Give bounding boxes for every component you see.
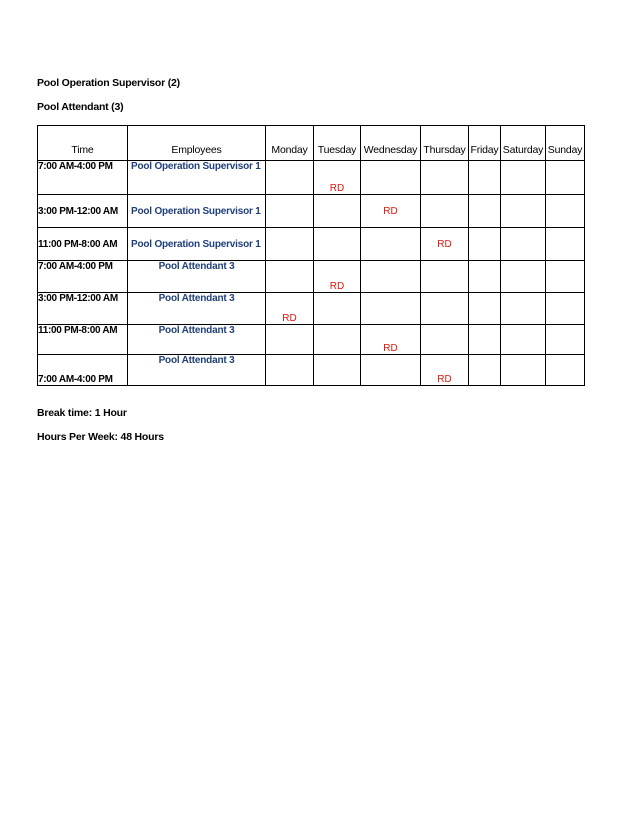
day-cell [546, 195, 585, 228]
day-cell [546, 293, 585, 325]
table-row [38, 293, 585, 325]
table-row [38, 161, 585, 195]
table-row [38, 228, 585, 261]
day-cell [421, 195, 469, 228]
day-cell [501, 261, 546, 293]
day-cell [361, 228, 421, 261]
day-cell: RD [314, 261, 361, 293]
day-cell [421, 161, 469, 195]
table-row [38, 195, 585, 228]
day-cell [546, 261, 585, 293]
day-cell [501, 161, 546, 195]
day-cell [361, 161, 421, 195]
employee-cell: Pool Operation Supervisor 1 [128, 161, 266, 195]
day-cell [361, 355, 421, 386]
day-cell: RD [421, 355, 469, 386]
schedule-table [37, 125, 585, 386]
day-cell [501, 325, 546, 355]
employee-cell: Pool Attendant 3 [128, 293, 266, 325]
day-cell [266, 161, 314, 195]
day-cell [314, 195, 361, 228]
day-cell [361, 261, 421, 293]
break-time-note: Break time: 1 Hour [37, 407, 127, 419]
day-cell [501, 293, 546, 325]
day-cell [266, 261, 314, 293]
day-cell [469, 325, 501, 355]
day-cell [314, 325, 361, 355]
col-header-saturday: Saturday [501, 126, 546, 161]
day-cell [546, 228, 585, 261]
col-header-sunday: Sunday [546, 126, 585, 161]
col-header-friday: Friday [469, 126, 501, 161]
day-cell [361, 293, 421, 325]
day-cell [501, 355, 546, 386]
supervisor-heading: Pool Operation Supervisor (2) [37, 77, 180, 89]
table-row [38, 325, 585, 355]
col-header-monday: Monday [266, 126, 314, 161]
day-cell [266, 325, 314, 355]
time-cell: 3:00 PM-12:00 AM [38, 293, 128, 325]
day-cell [421, 325, 469, 355]
day-cell [421, 293, 469, 325]
table-row [38, 355, 585, 386]
employee-cell: Pool Operation Supervisor 1 [128, 228, 266, 261]
day-cell [421, 261, 469, 293]
day-cell [266, 228, 314, 261]
time-cell: 7:00 AM-4:00 PM [38, 261, 128, 293]
day-cell: RD [361, 195, 421, 228]
table-row [38, 261, 585, 293]
time-cell: 11:00 PM-8:00 AM [38, 325, 128, 355]
employee-cell: Pool Operation Supervisor 1 [128, 195, 266, 228]
day-cell [469, 261, 501, 293]
day-cell [266, 355, 314, 386]
day-cell [314, 293, 361, 325]
day-cell: RD [314, 161, 361, 195]
day-cell [469, 195, 501, 228]
day-cell: RD [421, 228, 469, 261]
employee-cell: Pool Attendant 3 [128, 261, 266, 293]
col-header-employees: Employees [128, 126, 266, 161]
col-header-wednesday: Wednesday [361, 126, 421, 161]
day-cell [314, 355, 361, 386]
day-cell: RD [361, 325, 421, 355]
day-cell [469, 293, 501, 325]
day-cell [546, 355, 585, 386]
col-header-tuesday: Tuesday [314, 126, 361, 161]
employee-cell: Pool Attendant 3 [128, 325, 266, 355]
time-cell: 11:00 PM-8:00 AM [38, 228, 128, 261]
day-cell: RD [266, 293, 314, 325]
day-cell [546, 161, 585, 195]
day-cell [501, 195, 546, 228]
day-cell [469, 161, 501, 195]
day-cell [469, 228, 501, 261]
col-header-time: Time [38, 126, 128, 161]
attendant-heading: Pool Attendant (3) [37, 101, 124, 113]
day-cell [501, 228, 546, 261]
time-cell: 3:00 PM-12:00 AM [38, 195, 128, 228]
hours-per-week-note: Hours Per Week: 48 Hours [37, 431, 164, 443]
day-cell [469, 355, 501, 386]
time-cell: 7:00 AM-4:00 PM [38, 355, 128, 386]
col-header-thursday: Thursday [421, 126, 469, 161]
day-cell [266, 195, 314, 228]
day-cell [314, 228, 361, 261]
time-cell: 7:00 AM-4:00 PM [38, 161, 128, 195]
day-cell [546, 325, 585, 355]
header-row [38, 126, 585, 161]
employee-cell: Pool Attendant 3 [128, 355, 266, 386]
